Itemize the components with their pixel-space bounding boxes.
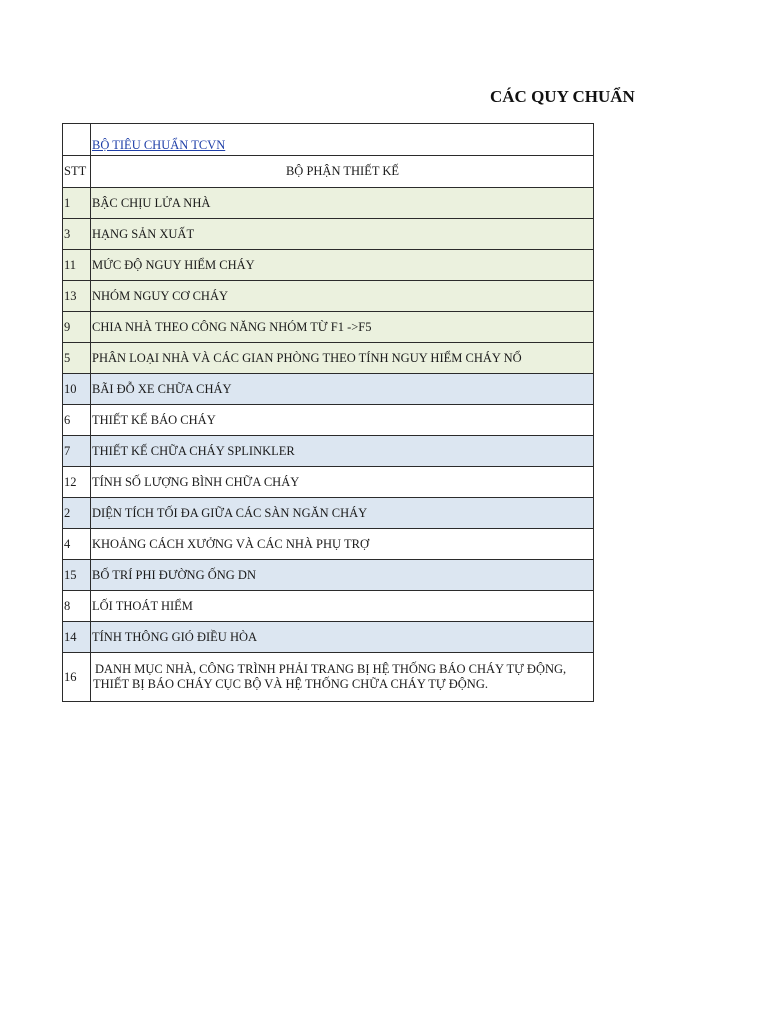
table-row[interactable] — [63, 281, 594, 312]
standards-table — [62, 123, 594, 702]
standard-link-row — [63, 124, 594, 156]
row-name: DIỆN TÍCH TỐI ĐA GIỮA CÁC SÀN NGĂN CHÁY — [91, 498, 594, 529]
row-stt: 13 — [63, 281, 91, 312]
row-stt: 4 — [63, 529, 91, 560]
row-name: BÃI ĐỖ XE CHỮA CHÁY — [91, 374, 594, 405]
table-row[interactable] — [63, 498, 594, 529]
row-name: LỐI THOÁT HIỂM — [91, 591, 594, 622]
row-stt: 8 — [63, 591, 91, 622]
table-row[interactable] — [63, 312, 594, 343]
row-name-line1: DANH MỤC NHÀ, CÔNG TRÌNH PHẢI TRANG BỊ HỆ THỐNG BÁO CHÁY TỰ ĐỘNG, — [95, 662, 567, 676]
table-row[interactable] — [63, 560, 594, 591]
row-name: CHIA NHÀ THEO CÔNG NĂNG NHÓM TỪ F1 ->F5 — [91, 312, 594, 343]
table-row[interactable] — [63, 188, 594, 219]
table-row[interactable] — [63, 591, 594, 622]
row-name: TÍNH SỐ LƯỢNG BÌNH CHỮA CHÁY — [91, 467, 594, 498]
table-row[interactable] — [63, 219, 594, 250]
row-name: HẠNG SẢN XUẤT — [91, 219, 594, 250]
row-stt: 5 — [63, 343, 91, 374]
row-name: BỐ TRÍ PHI ĐƯỜNG ỐNG DN — [91, 560, 594, 591]
row-stt: 10 — [63, 374, 91, 405]
table-row[interactable] — [63, 343, 594, 374]
row-stt: 6 — [63, 405, 91, 436]
row-name-line2: THIẾT BỊ BÁO CHÁY CỤC BỘ VÀ HỆ THỐNG CHỮA CHÁY TỰ ĐỘNG. — [93, 677, 488, 691]
row-name — [91, 653, 594, 702]
row-stt: 16 — [63, 653, 91, 702]
row-stt: 3 — [63, 219, 91, 250]
table-row[interactable] — [63, 436, 594, 467]
row-name: MỨC ĐỘ NGUY HIỂM CHÁY — [91, 250, 594, 281]
header-name: BỘ PHẬN THIẾT KẾ — [91, 156, 594, 188]
row-name: THIẾT KẾ CHỮA CHÁY SPLINKLER — [91, 436, 594, 467]
table-row[interactable] — [63, 622, 594, 653]
table-row[interactable] — [63, 250, 594, 281]
row-name: TÍNH THÔNG GIÓ ĐIỀU HÒA — [91, 622, 594, 653]
table-row[interactable] — [63, 405, 594, 436]
header-row — [63, 156, 594, 188]
table-row[interactable] — [63, 529, 594, 560]
header-stt: STT — [63, 156, 91, 188]
row-stt: 11 — [63, 250, 91, 281]
row-stt: 1 — [63, 188, 91, 219]
row-stt: 2 — [63, 498, 91, 529]
table-row[interactable] — [63, 467, 594, 498]
row-stt: 9 — [63, 312, 91, 343]
row-name: PHÂN LOẠI NHÀ VÀ CÁC GIAN PHÒNG THEO TÍNH NGUY HIỂM CHÁY NỔ — [91, 343, 594, 374]
row-name: THIẾT KẾ BÁO CHÁY — [91, 405, 594, 436]
row-stt: 14 — [63, 622, 91, 653]
row-stt: 15 — [63, 560, 91, 591]
row-name: BẬC CHỊU LỬA NHÀ — [91, 188, 594, 219]
row-name: KHOẢNG CÁCH XƯỞNG VÀ CÁC NHÀ PHỤ TRỢ — [91, 529, 594, 560]
row-stt: 7 — [63, 436, 91, 467]
table-row[interactable] — [63, 653, 594, 702]
row-stt: 12 — [63, 467, 91, 498]
table-row[interactable] — [63, 374, 594, 405]
standard-link[interactable]: BỘ TIÊU CHUẨN TCVN — [92, 137, 226, 152]
page-title: CÁC QUY CHUẨN — [490, 87, 635, 106]
standard-link-cell — [91, 124, 594, 156]
row-name: NHÓM NGUY CƠ CHÁY — [91, 281, 594, 312]
empty-cell — [63, 124, 91, 156]
